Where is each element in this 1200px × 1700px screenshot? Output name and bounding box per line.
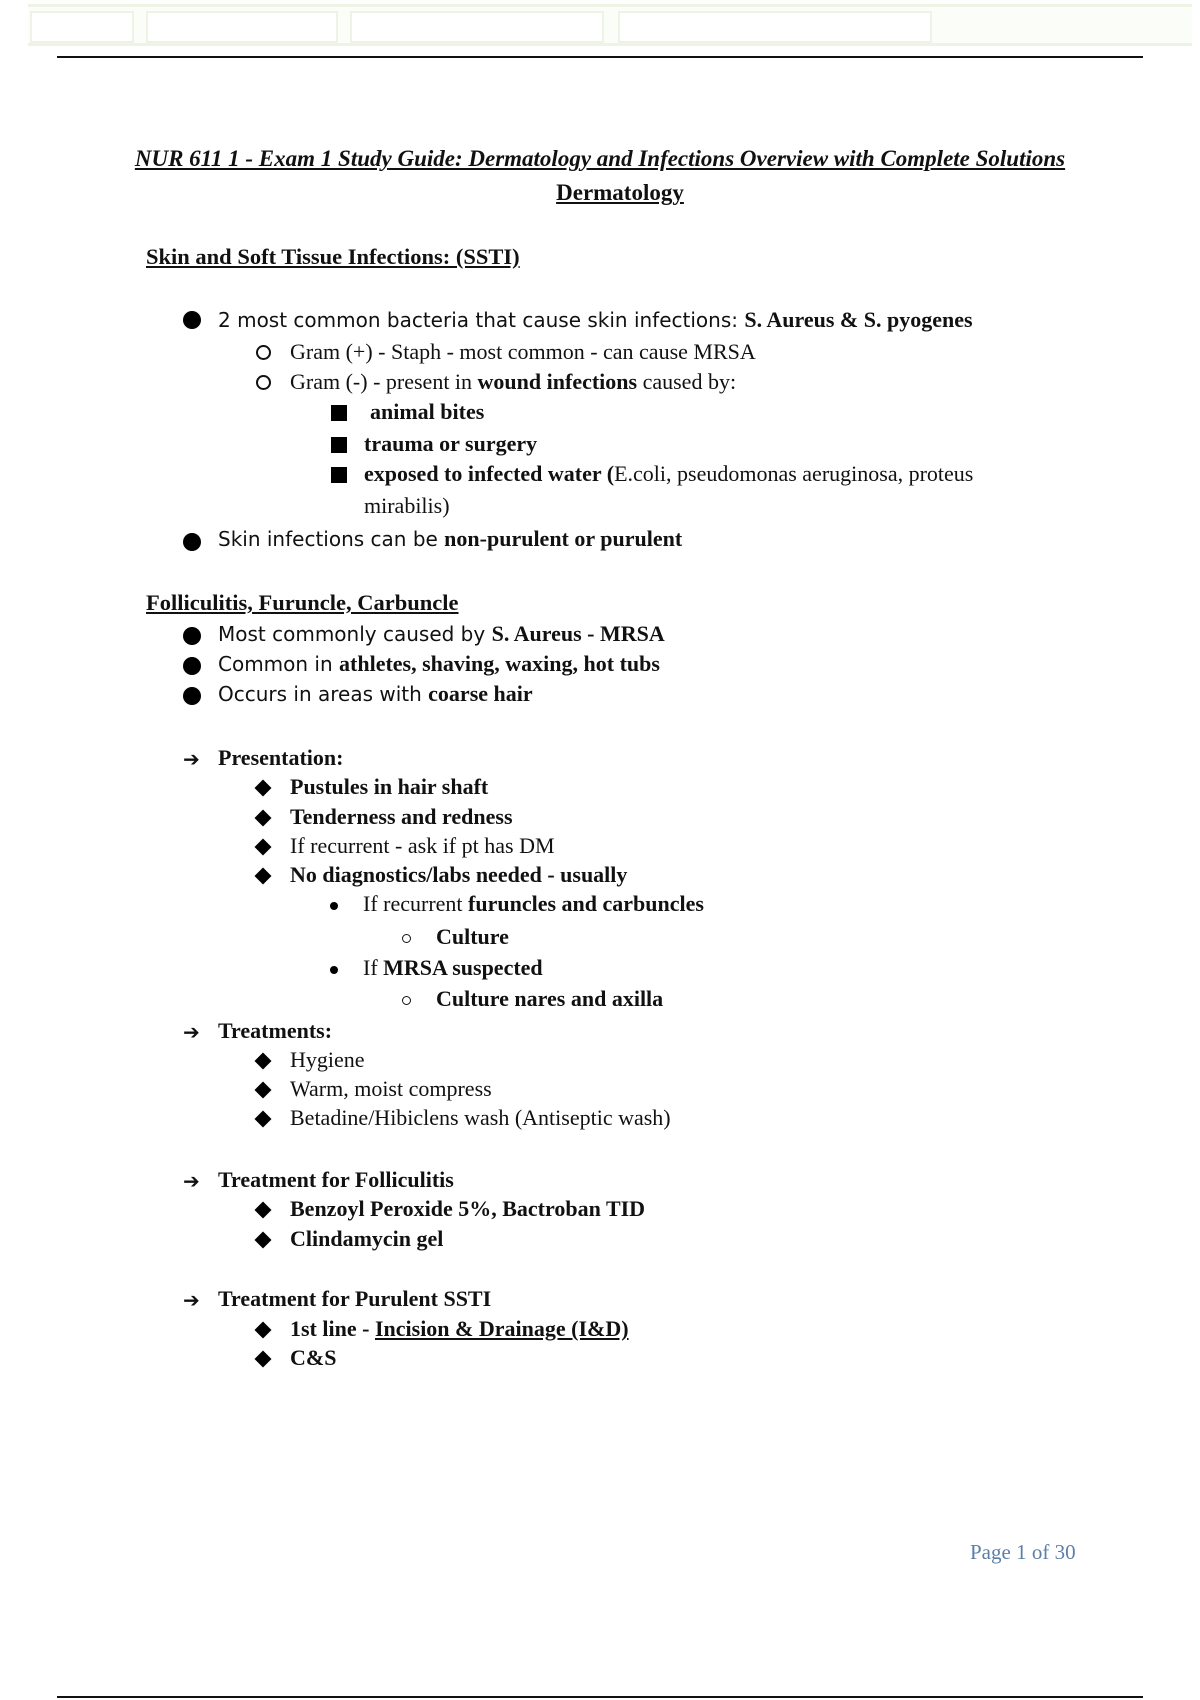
- bullet-diamond-icon: [255, 868, 272, 885]
- viewer-tab[interactable]: [146, 11, 338, 43]
- bullet-circle-icon: [256, 375, 271, 390]
- bullet-diamond-icon: [255, 1232, 272, 1249]
- bullet-dot-icon: [183, 687, 201, 705]
- list-item: Culture: [436, 924, 509, 949]
- list-item: animal bites: [370, 399, 485, 424]
- bullet-dot-icon: [183, 311, 201, 329]
- list-item: Common in athletes, shaving, waxing, hot tubs: [218, 651, 660, 676]
- bullet-circle-icon: [256, 345, 271, 360]
- bullet-square-icon: [331, 467, 347, 483]
- viewer-tab[interactable]: [30, 11, 134, 43]
- subheading-presentation: Presentation:: [218, 745, 344, 770]
- section-heading-ssti: Skin and Soft Tissue Infections: (SSTI): [146, 244, 520, 269]
- document-subtitle: Dermatology: [556, 180, 684, 205]
- list-item: Tenderness and redness: [290, 804, 513, 829]
- page-number: Page 1 of 30: [970, 1540, 1076, 1564]
- bullet-dot-icon: [183, 533, 201, 551]
- bullet-square-icon: [331, 437, 347, 453]
- list-item: Gram (-) - present in wound infections caused by:: [290, 369, 737, 394]
- list-item: exposed to infected water (E.coli, pseudomonas aeruginosa, proteus: [364, 461, 974, 486]
- bullet-dot-icon: [183, 657, 201, 675]
- bullet-diamond-icon: [255, 1053, 272, 1070]
- document-title: NUR 611 1 - Exam 1 Study Guide: Dermatology and Infections Overview with Complete Solutions: [134, 146, 1066, 171]
- bullet-dot-icon: [183, 627, 201, 645]
- list-item: Hygiene: [290, 1047, 365, 1072]
- list-item: Gram (+) - Staph - most common - can cause MRSA: [290, 339, 756, 364]
- list-item: No diagnostics/labs needed - usually: [290, 862, 628, 887]
- footer-rule: [57, 1696, 1143, 1698]
- list-item: C&S: [290, 1345, 337, 1370]
- list-item: Pustules in hair shaft: [290, 774, 489, 799]
- list-item: Most commonly caused by S. Aureus - MRSA: [218, 621, 665, 646]
- bullet-diamond-icon: [255, 780, 272, 797]
- bullet-diamond-icon: [255, 839, 272, 856]
- bullet-dot-icon: [330, 966, 338, 974]
- list-item: Culture nares and axilla: [436, 986, 664, 1011]
- bullet-circle-icon: [402, 996, 411, 1005]
- viewer-tab[interactable]: [350, 11, 604, 43]
- list-item: 2 most common bacteria that cause skin infections: S. Aureus & S. pyogenes: [218, 307, 973, 332]
- list-item: 1st line - Incision & Drainage (I&D): [290, 1316, 629, 1341]
- arrow-right-icon: ➔: [183, 747, 200, 771]
- header-rule: [57, 56, 1143, 58]
- bullet-diamond-icon: [255, 1351, 272, 1368]
- viewer-tab-strip: [28, 4, 1192, 46]
- subheading-folliculitis-treatment: Treatment for Folliculitis: [218, 1167, 454, 1192]
- list-item: trauma or surgery: [364, 431, 538, 456]
- subheading-treatments: Treatments:: [218, 1018, 333, 1043]
- bullet-diamond-icon: [255, 1322, 272, 1339]
- arrow-right-icon: ➔: [183, 1169, 200, 1193]
- list-item: Clindamycin gel: [290, 1226, 444, 1251]
- bullet-square-icon: [331, 405, 347, 421]
- section-heading-folliculitis: Folliculitis, Furuncle, Carbuncle: [146, 590, 459, 615]
- bullet-dot-icon: [330, 902, 338, 910]
- list-item: Skin infections can be non-purulent or purulent: [218, 526, 683, 551]
- list-item: If MRSA suspected: [363, 955, 543, 980]
- list-item-continuation: mirabilis): [364, 493, 450, 518]
- list-item: If recurrent - ask if pt has DM: [290, 833, 555, 858]
- bullet-diamond-icon: [255, 1082, 272, 1099]
- bullet-diamond-icon: [255, 1202, 272, 1219]
- bullet-circle-icon: [402, 934, 411, 943]
- list-item: Betadine/Hibiclens wash (Antiseptic wash): [290, 1105, 671, 1130]
- arrow-right-icon: ➔: [183, 1020, 200, 1044]
- bullet-diamond-icon: [255, 1111, 272, 1128]
- list-item: Benzoyl Peroxide 5%, Bactroban TID: [290, 1196, 646, 1221]
- list-item: Warm, moist compress: [290, 1076, 492, 1101]
- viewer-tab[interactable]: [618, 11, 932, 43]
- arrow-right-icon: ➔: [183, 1288, 200, 1312]
- list-item: If recurrent furuncles and carbuncles: [363, 891, 704, 916]
- list-item: Occurs in areas with coarse hair: [218, 681, 533, 706]
- bullet-diamond-icon: [255, 810, 272, 827]
- subheading-purulent-treatment: Treatment for Purulent SSTI: [218, 1286, 492, 1311]
